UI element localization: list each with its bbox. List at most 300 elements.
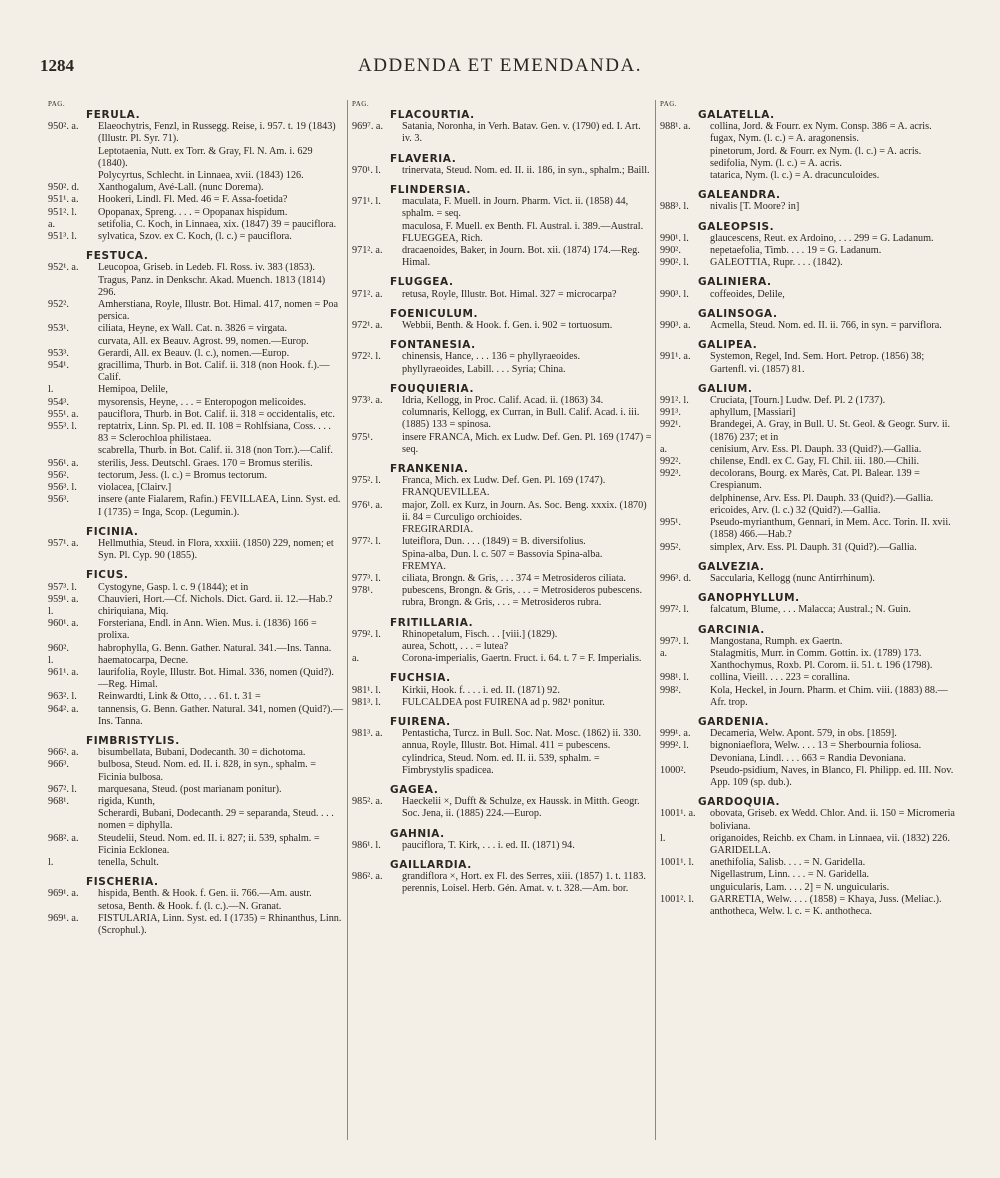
entry	[660, 158, 960, 170]
entry	[48, 747, 343, 759]
entry	[48, 901, 343, 913]
pag-label: PAG.	[660, 100, 678, 108]
genus-heading: GAGEA.	[390, 783, 439, 796]
entry	[660, 407, 960, 419]
entry-text: Hellmuthia, Steud. in Flora, xxxiii. (1850) 229, nomen; et Syn. Pl. Cyp. 90 (1855).	[98, 537, 334, 562]
entry-page-ref: 996³. d.	[660, 572, 692, 584]
entry-page-ref: 972². l.	[352, 351, 381, 363]
entry-text: collina, Vieill. . . . 223 = corallina.	[710, 672, 850, 684]
entry	[352, 536, 652, 548]
entry-page-ref: 990².	[660, 245, 681, 257]
genus-heading: GARDENIA.	[698, 715, 770, 728]
entry-text: sterilis, Jess. Deutschl. Graes. 170 = Bromus sterilis.	[98, 457, 313, 469]
entry-text: bisumbellata, Bubani, Dodecanth. 30 = dichotoma.	[98, 747, 306, 759]
entry-text: Kirkii, Hook. f. . . . i. ed. II. (1871) 92.	[402, 684, 560, 696]
entry	[48, 691, 343, 703]
entry	[660, 419, 960, 443]
entry	[660, 444, 960, 456]
entry	[48, 336, 343, 348]
entry	[48, 857, 343, 869]
entry-text: aurea, Schott, . . . = lutea?	[402, 640, 509, 652]
entry-page-ref: 950². d.	[48, 182, 80, 194]
entry	[48, 618, 343, 642]
entry	[352, 165, 652, 177]
entry-text: Rhinopetalum, Fisch. . . [viii.] (1829).	[402, 628, 558, 640]
entry	[660, 882, 960, 894]
entry-page-ref: 967². l.	[48, 783, 77, 795]
entry-page-ref: 973³. a.	[352, 395, 383, 407]
entry-text: insere FRANCA, Mich. ex Ludw. Def. Gen. Pl. 169 (1747) = seq.	[402, 431, 652, 455]
entry-text: decolorans, Bourg. ex Marès, Cat. Pl. Balear. 139 = Crespianum.	[710, 468, 920, 492]
entry-page-ref: 956³.	[48, 494, 69, 506]
entry	[660, 505, 960, 517]
entry	[352, 883, 652, 895]
entry-page-ref: 997³. l.	[660, 635, 689, 647]
entry-page-ref: 999². l.	[660, 740, 689, 752]
entry-text: Stalagmitis, Murr. in Comm. Gottin. ix. (1789) 173.	[710, 647, 922, 659]
entry	[48, 170, 343, 182]
entry-text: Xanthogalum, Avé-Lall. (nunc Dorema).	[98, 182, 264, 194]
entry-text: bignoniaeflora, Welw. . . . 13 = Sherbournia foliosa.	[710, 740, 922, 752]
entry-text: simplex, Arv. Ess. Pl. Dauph. 31 (Quid?).—Gallia.	[710, 541, 917, 553]
entry	[48, 360, 343, 384]
entry	[660, 257, 960, 269]
entry-text: origanoides, Reichb. ex Cham. in Linnaea, vii. (1832) 226.	[710, 832, 950, 844]
entry-page-ref: 970¹. l.	[352, 164, 381, 176]
entry-text: setosa, Benth. & Hook. f. (l. c.).—N. Granat.	[98, 900, 282, 912]
entry-text: retusa, Royle, Illustr. Bot. Himal. 327 = microcarpa?	[402, 288, 617, 300]
entry-text: falcatum, Blume, . . . Malacca; Austral.; N. Guin.	[710, 604, 911, 616]
column-3	[660, 100, 960, 918]
entry-text: Chauvieri, Hort.—Cf. Nichols. Dict. Gard. ii. 12.—Hab.?	[98, 593, 333, 605]
entry-text: Cruciata, [Tourn.] Ludw. Def. Pl. 2 (1737).	[710, 395, 886, 407]
entry-text: Devoniana, Lindl. . . . 663 = Randia Devoniana.	[710, 752, 906, 764]
entry-page-ref: 985². a.	[352, 796, 383, 808]
entry	[660, 573, 960, 585]
entry-page-ref: 953¹.	[48, 323, 69, 335]
entry-page-ref: l.	[48, 654, 54, 666]
entry	[48, 299, 343, 323]
entry-text: unguicularis, Lam. . . . 2] = N. unguicularis.	[710, 881, 890, 893]
entry-text: ericoides, Arv. (l. c.) 32 (Quid?).—Gallia.	[710, 504, 881, 516]
entry-text: Mangostana, Rumph. ex Gaertn.	[710, 635, 843, 647]
genus-heading: GARCINIA.	[698, 623, 765, 636]
entry	[660, 753, 960, 765]
entry	[48, 384, 343, 396]
entry-text: Amherstiana, Royle, Illustr. Bot. Himal. 417, nomen = Poa persica.	[98, 299, 339, 323]
column-1	[48, 100, 343, 937]
entry	[48, 494, 343, 518]
entry	[660, 685, 960, 709]
genus-heading: FESTUCA.	[86, 250, 149, 263]
entry-page-ref: l.	[660, 832, 666, 844]
entry	[48, 655, 343, 667]
entry	[352, 796, 652, 820]
entry-text: FREGIRARDIA.	[402, 524, 474, 536]
entry-text: delphinense, Arv. Ess. Pl. Dauph. 33 (Quid?).—Gallia.	[710, 492, 934, 504]
entry-text: Steudelii, Steud. Nom. ed. II. i. 827; ii. 539, sphalm. = Ficinia Ecklonea.	[98, 832, 320, 856]
entry-text: Pseudo-myrianthum, Gennari, in Mem. Acc. Torin. II. xvii. (1858) 466.—Hab.?	[710, 517, 951, 541]
entry-page-ref: 990³. l.	[660, 288, 689, 300]
entry-page-ref: 955³. l.	[48, 421, 77, 433]
column-rule-1	[347, 100, 348, 1140]
entry-text: chiriquiana, Miq.	[98, 605, 169, 617]
entry	[352, 500, 652, 524]
entry-page-ref: 990³. a.	[660, 320, 691, 332]
entry	[48, 667, 343, 691]
entry	[660, 245, 960, 257]
entry-text: maculata, F. Muell. in Journ. Pharm. Vict. ii. (1858) 44, sphalm. = seq.	[402, 196, 629, 220]
column-2	[352, 100, 652, 896]
entry-page-ref: 981¹. l.	[352, 684, 381, 696]
entry-text: ciliata, Brongn. & Gris, . . . 374 = Metrosideros ciliata.	[402, 572, 626, 584]
entry	[660, 648, 960, 660]
entry-page-ref: 950². a.	[48, 121, 79, 133]
entry	[352, 629, 652, 641]
entry-page-ref: l.	[48, 384, 54, 396]
entry	[352, 653, 652, 665]
entry-page-ref: 951². l.	[48, 206, 77, 218]
entry-page-ref: 995².	[660, 541, 681, 553]
entry-page-ref: 966². a.	[48, 747, 79, 759]
entry	[352, 487, 652, 499]
entry-text: cylindrica, Steud. Nom. ed. II. ii. 539, sphalm. = Fimbrystylis spadicea.	[402, 752, 600, 776]
entry-page-ref: 998².	[660, 684, 681, 696]
entry-text: pinetorum, Jord. & Fourr. ex Nym. (l. c.) = A. acris.	[710, 145, 922, 157]
entry-text: Cystogyne, Gasp. l. c. 9 (1844); et in	[98, 581, 249, 593]
entry-page-ref: 969¹. a.	[48, 912, 79, 924]
entry-text: major, Zoll. ex Kurz, in Journ. As. Soc. Beng. xxxix. (1870) ii. 84 = Curculigo orchioides.	[402, 499, 647, 523]
entry-text: Franca, Mich. ex Ludw. Def. Gen. Pl. 169 (1747).	[402, 475, 606, 487]
entry	[48, 146, 343, 170]
entry-text: Pseudo-psidium, Naves, in Blanco, Fl. Philipp. ed. III. Nov. App. 109 (sp. dub.).	[710, 764, 954, 788]
entry-page-ref: 986¹. l.	[352, 839, 381, 851]
entry-page-ref: 959¹. a.	[48, 593, 79, 605]
genus-heading: GARDOQUIA.	[698, 796, 781, 809]
entry-text: annua, Royle, Illustr. Bot. Himal. 411 = pubescens.	[402, 740, 611, 752]
entry	[352, 407, 652, 431]
entry-page-ref: 978¹.	[352, 585, 373, 597]
entry-text: aphyllum, [Massiari]	[710, 407, 796, 419]
entry	[352, 641, 652, 653]
entry	[352, 121, 652, 145]
entry-page-ref: 960¹. a.	[48, 618, 79, 630]
entry-text: Webbii, Benth. & Hook. f. Gen. i. 902 = tortuosum.	[402, 320, 613, 332]
entry	[660, 395, 960, 407]
genus-heading: FERULA.	[86, 109, 141, 121]
entry	[352, 320, 652, 332]
entry-text: pauciflora, T. Kirk, . . . i. ed. II. (1871) 94.	[402, 839, 575, 851]
entry	[48, 323, 343, 335]
entry-text: bulbosa, Steud. Nom. ed. II. i. 828, in syn., sphalm. = Ficinia bulbosa.	[98, 759, 316, 783]
entry-text: FULCALDEA post FUIRENA ad p. 982¹ ponitur.	[402, 696, 605, 708]
entry-page-ref: 990². l.	[660, 257, 689, 269]
genus-heading: FICUS.	[86, 569, 129, 582]
genus-heading: GALEANDRA.	[698, 189, 781, 202]
genus-heading: FOUQUIERIA.	[390, 382, 475, 395]
entry-text: rigida, Kunth,	[98, 795, 155, 807]
entry	[660, 201, 960, 213]
entry	[48, 421, 343, 445]
entry	[48, 121, 343, 145]
entry	[660, 456, 960, 468]
entry-page-ref: 971². a.	[352, 245, 383, 257]
entry-text: Satania, Noronha, in Verh. Batav. Gen. v. (1790) ed. I. Art. iv. 3.	[402, 121, 641, 145]
entry	[48, 231, 343, 243]
entry-page-ref: 957³. l.	[48, 581, 77, 593]
page-number: 1284	[40, 56, 74, 75]
genus-heading: FIMBRISTYLIS.	[86, 734, 180, 747]
entry	[48, 594, 343, 606]
entry	[660, 833, 960, 845]
entry	[48, 784, 343, 796]
entry-text: Gerardi, All. ex Beauv. (l. c.), nomen.—Europ.	[98, 347, 290, 359]
entry	[352, 524, 652, 536]
entry-page-ref: 977³. l.	[352, 572, 381, 584]
entry	[352, 740, 652, 752]
entry-text: perennis, Loisel. Herb. Gén. Amat. v. t. 328.—Am. bor.	[402, 883, 629, 895]
entry	[352, 840, 652, 852]
column-rule-2	[655, 100, 656, 1140]
entry-text: tatarica, Nym. (l. c.) = A. dracunculoides.	[710, 170, 880, 182]
entry	[660, 493, 960, 505]
entry-text: violacea, [Clairv.]	[98, 482, 172, 494]
entry-page-ref: 957¹. a.	[48, 537, 79, 549]
entry	[660, 233, 960, 245]
entry-text: luteiflora, Dun. . . . (1849) = B. diversifolius.	[402, 536, 586, 548]
entry-page-ref: 1001¹. l.	[660, 857, 694, 869]
entry	[660, 660, 960, 672]
entry	[48, 796, 343, 808]
genus-heading: FOENICULUM.	[390, 307, 479, 320]
entry-text: FISTULARIA, Linn. Syst. ed. I (1735) = Rhinanthus, Linn. (Scrophul.).	[98, 912, 342, 936]
entry-page-ref: 988¹. a.	[660, 121, 691, 133]
entry-page-ref: a.	[48, 218, 56, 230]
entry-text: Acmella, Steud. Nom. ed. II. ii. 766, in syn. = parviflora.	[710, 320, 942, 332]
entry-page-ref: 992³.	[660, 468, 681, 480]
entry-text: chinensis, Hance, . . . 136 = phyllyraeoides.	[402, 351, 581, 363]
entry	[660, 351, 960, 375]
entry-page-ref: 992².	[660, 456, 681, 468]
entry-text: Xanthochymus, Roxb. Pl. Corom. ii. 51. t. 196 (1798).	[710, 660, 933, 672]
entry	[352, 561, 652, 573]
entry	[352, 697, 652, 709]
entry	[660, 121, 960, 133]
entry-page-ref: 952².	[48, 299, 69, 311]
genus-heading: FONTANESIA.	[390, 339, 476, 352]
entry-text: tectorum, Jess. (l. c.) = Bromus tectorum.	[98, 469, 267, 481]
entry	[48, 409, 343, 421]
entry	[48, 348, 343, 360]
genus-heading: FRANKENIA.	[390, 463, 469, 476]
entry	[48, 704, 343, 728]
entry-text: collina, Jord. & Fourr. ex Nym. Consp. 386 = A. acris.	[710, 121, 932, 133]
genus-heading: FLACOURTIA.	[390, 109, 475, 121]
entry	[660, 906, 960, 918]
running-head: ADDENDA ET EMENDANDA.	[358, 55, 642, 76]
entry	[352, 685, 652, 697]
entry-text: Hookeri, Lindl. Fl. Med. 46 = F. Assa-foetida?	[98, 194, 288, 206]
entry-text: trinervata, Steud. Nom. ed. II. ii. 186, in syn., sphalm.; Baill.	[402, 164, 650, 176]
entry	[48, 538, 343, 562]
entry-page-ref: 956³. l.	[48, 482, 77, 494]
entry-text: Elaeochytris, Fenzl, in Russegg. Reise, i. 957. t. 19 (1843) (Illustr. Pl. Syr. 71).	[98, 121, 336, 145]
entry	[352, 585, 652, 597]
entry-page-ref: 969¹. a.	[48, 888, 79, 900]
entry	[48, 808, 343, 832]
entry-text: setifolia, C. Koch, in Linnaea, xix. (1847) 39 = pauciflora.	[98, 218, 337, 230]
entry	[48, 833, 343, 857]
genus-heading: GALATELLA.	[698, 109, 775, 121]
entry	[660, 857, 960, 869]
entry-page-ref: 971¹. l.	[352, 196, 381, 208]
entry-text: haematocarpa, Decne.	[98, 654, 189, 666]
entry-text: nivalis [T. Moore? in]	[710, 201, 800, 213]
entry-page-ref: 999¹. a.	[660, 728, 691, 740]
entry	[352, 871, 652, 883]
entry-text: Opopanax, Spreng. . . . = Opopanax hispidum.	[98, 206, 288, 218]
entry	[48, 219, 343, 231]
entry-page-ref: 991². l.	[660, 395, 689, 407]
entry	[48, 262, 343, 274]
entry-page-ref: 981³. l.	[352, 696, 381, 708]
entry-page-ref: 968¹.	[48, 795, 69, 807]
entry-page-ref: 969⁷. a.	[352, 121, 383, 133]
entry	[660, 170, 960, 182]
genus-heading: FLAVERIA.	[390, 152, 457, 165]
entry	[352, 221, 652, 233]
entry-text: Leucopoa, Griseb. in Ledeb. Fl. Ross. iv. 383 (1853).	[98, 262, 315, 274]
entry	[660, 517, 960, 541]
entry-page-ref: 975¹.	[352, 431, 373, 443]
entry	[48, 482, 343, 494]
entry-page-ref: a.	[660, 647, 668, 659]
entry-page-ref: 986². a.	[352, 871, 383, 883]
entry-page-ref: 1000².	[660, 764, 686, 776]
entry	[352, 432, 652, 456]
genus-heading: FLUGGEA.	[390, 276, 454, 289]
entry	[660, 542, 960, 554]
entry	[352, 245, 652, 269]
entry-text: Pentasticha, Turcz. in Bull. Soc. Nat. Mosc. (1862) ii. 330.	[402, 728, 642, 740]
entry-text: Saccularia, Kellogg (nunc Antirrhinum).	[710, 572, 875, 584]
entry-page-ref: 972¹. a.	[352, 320, 383, 332]
entry-text: rubra, Brongn. & Gris, . . . = Metrosideros rubra.	[402, 597, 602, 609]
entry-page-ref: 976¹. a.	[352, 499, 383, 511]
entry-page-ref: 956².	[48, 469, 69, 481]
entry	[48, 194, 343, 206]
entry-text: Spina-alba, Dun. l. c. 507 = Bassovia Spina-alba.	[402, 548, 603, 560]
entry-text: scabrella, Thurb. in Bot. Calif. ii. 318 (non Torr.).—Calif.	[98, 445, 333, 457]
genus-heading: FLINDERSIA.	[390, 184, 471, 197]
entry-page-ref: 995¹.	[660, 517, 681, 529]
entry	[660, 740, 960, 752]
entry-text: Brandegei, A. Gray, in Bull. U. St. Geol. & Geogr. Surv. ii. (1876) 237; et in	[710, 419, 951, 443]
entry-page-ref: 954¹.	[48, 360, 69, 372]
entry-text: Leptotaenia, Nutt. ex Torr. & Gray, Fl. N. Am. i. 629 (1840).	[98, 145, 313, 169]
entry-page-ref: 990¹. l.	[660, 232, 689, 244]
entry-text: sylvatica, Szov. ex C. Koch, (l. c.) = pauciflora.	[98, 231, 292, 243]
entry-text: hispida, Benth. & Hook. f. Gen. ii. 766.—Am. austr.	[98, 888, 312, 900]
entry-text: FREMYA.	[402, 560, 446, 572]
entry-page-ref: 1001². l.	[660, 893, 694, 905]
entry	[660, 289, 960, 301]
entry-page-ref: 991³.	[660, 407, 681, 419]
genus-heading: FICINIA.	[86, 525, 139, 538]
entry	[352, 395, 652, 407]
genus-heading: FUIRENA.	[390, 715, 451, 728]
entry-text: Systemon, Regel, Ind. Sem. Hort. Petrop. (1856) 38; Gartenfl. vi. (1857) 81.	[710, 351, 925, 375]
entry	[352, 196, 652, 220]
entry	[660, 728, 960, 740]
entry-page-ref: 953³.	[48, 347, 69, 359]
entry	[48, 913, 343, 937]
genus-heading: FUCHSIA.	[390, 672, 451, 685]
entry-text: glaucescens, Reut. ex Ardoino, . . . 299 = G. Ladanum.	[710, 232, 934, 244]
pag-label: PAG.	[352, 100, 370, 108]
entry	[660, 869, 960, 881]
entry-page-ref: 963². l.	[48, 691, 77, 703]
entry-page-ref: a.	[352, 653, 360, 665]
entry-text: FRANQUEVILLEA.	[402, 487, 490, 499]
entry-text: mysorensis, Heyne, . . . = Enteropogon melicoides.	[98, 396, 307, 408]
entry-text: tenella, Schult.	[98, 856, 159, 868]
entry-text: sedifolia, Nym. (l. c.) = A. acris.	[710, 157, 842, 169]
entry	[352, 549, 652, 561]
entry-text: fugax, Nym. (l. c.) = A. aragonensis.	[710, 133, 859, 145]
entry-page-ref: 951¹. a.	[48, 194, 79, 206]
entry	[48, 470, 343, 482]
entry-page-ref: 979². l.	[352, 628, 381, 640]
entry-text: nepetaefolia, Timb. . . . 19 = G. Ladanum.	[710, 245, 882, 257]
entry	[352, 475, 652, 487]
entry-text: Scherardi, Bubani, Dodecanth. 29 = separanda, Steud. . . . nomen = diphylla.	[98, 808, 334, 832]
entry-text: Tragus, Panz. in Denkschr. Akad. Muench. 1813 (1814) 296.	[98, 274, 326, 298]
entry-page-ref: 955¹. a.	[48, 408, 79, 420]
entry	[660, 320, 960, 332]
entry	[48, 275, 343, 299]
entry-text: GALEOTTIA, Rupr. . . . (1842).	[710, 257, 843, 269]
entry-text: reptatrix, Linn. Sp. Pl. ed. II. 108 = Rohlfsiana, Coss. . . . 83 = Sclerochloa philistaea.	[98, 421, 331, 445]
entry-text: pubescens, Brongn. & Gris, . . . = Metrosideros pubescens.	[402, 585, 643, 597]
entry-text: Forsteriana, Endl. in Ann. Wien. Mus. i. (1836) 166 = prolixa.	[98, 618, 317, 642]
genus-heading: FRITILLARIA.	[390, 616, 474, 629]
entry-text: anethifolia, Salisb. . . . = N. Garidella.	[710, 857, 866, 869]
entry-text: columnaris, Kellogg, ex Curran, in Bull. Calif. Acad. i. iii. (1885) 133 = spinosa.	[402, 407, 640, 431]
entry-text: anthotheca, Welw. l. c. = K. anthotheca.	[710, 905, 872, 917]
entry-text: ciliata, Heyne, ex Wall. Cat. n. 3826 = virgata.	[98, 323, 288, 335]
entry-text: dracaenoides, Baker, in Journ. Bot. xii. (1874) 174.—Reg. Himal.	[402, 245, 640, 269]
entry-page-ref: 975². l.	[352, 475, 381, 487]
entry-text: Polycyrtus, Schlecht. in Linnaea, xvii. (1843) 126.	[98, 170, 304, 182]
entry	[48, 643, 343, 655]
entry	[352, 364, 652, 376]
entry-text: Decameria, Welw. Apont. 579, in obs. [1859].	[710, 728, 897, 740]
entry	[352, 351, 652, 363]
entry-text: Reinwardti, Link & Otto, . . . 61. t. 31 =	[98, 691, 261, 703]
entry	[48, 397, 343, 409]
entry-page-ref: l.	[48, 856, 54, 868]
entry-text: maculosa, F. Muell. ex Benth. Fl. Austral. i. 389.—Austral.	[402, 220, 644, 232]
entry	[352, 289, 652, 301]
pag-label: PAG.	[48, 100, 66, 108]
entry-text: GARIDELLA.	[710, 844, 771, 856]
genus-heading: GAILLARDIA.	[390, 858, 472, 871]
entry-text: obovata, Griseb. ex Wedd. Chlor. And. ii. 150 = Micromeria boliviana.	[710, 808, 955, 832]
entry-text: Haeckelii ×, Dufft & Schulze, ex Haussk. in Mitth. Geogr. Soc. Jena, ii. (1885) 224.—Europ.	[402, 796, 640, 820]
entry-page-ref: 988³. l.	[660, 201, 689, 213]
entry	[352, 728, 652, 740]
